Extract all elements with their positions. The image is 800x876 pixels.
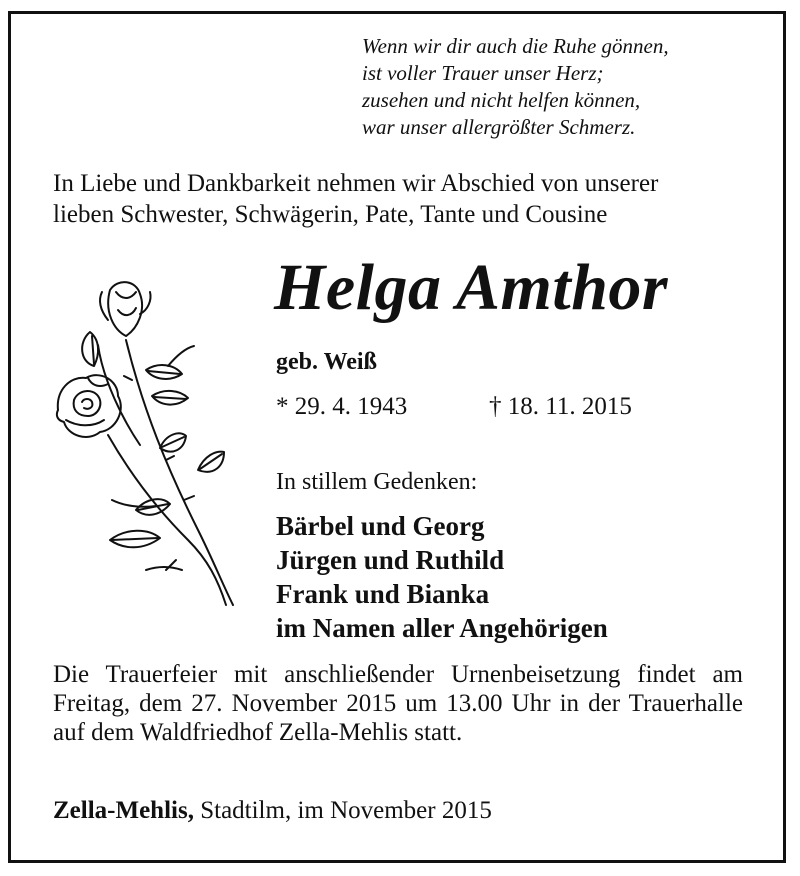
signoff-rest: Stadtilm, im November 2015 bbox=[193, 797, 492, 824]
ceremony-info: Die Trauerfeier mit anschließender Urnenbeisetzung findet am Freitag, dem 27. November 2015 um 13.00 Uhr in der Trauerhalle auf dem Waldfriedhof Zella-Mehlis statt. bbox=[53, 661, 743, 746]
mourner-entry: Frank und Bianka bbox=[276, 579, 490, 609]
poem-line: ist voller Trauer unser Herz; bbox=[362, 61, 604, 85]
mourner-entry: im Namen aller Angehörigen bbox=[276, 613, 608, 643]
signoff bbox=[53, 796, 492, 826]
mourner-entry: Bärbel und Georg bbox=[276, 511, 485, 541]
intro-line: lieben Schwester, Schwägerin, Pate, Tante und Cousine bbox=[53, 201, 608, 228]
life-dates bbox=[276, 392, 632, 422]
poem-line: Wenn wir dir auch die Ruhe gönnen, bbox=[362, 34, 669, 58]
birth-date: * 29. 4. 1943 bbox=[276, 393, 408, 420]
intro-line: In Liebe und Dankbarkeit nehmen wir Abschied von unserer bbox=[53, 170, 659, 197]
death-date: † 18. 11. 2015 bbox=[489, 393, 632, 420]
signoff-place: Zella-Mehlis, bbox=[53, 797, 194, 824]
poem bbox=[362, 33, 669, 141]
memory-label: In stillem Gedenken: bbox=[276, 469, 478, 495]
rose-icon bbox=[48, 270, 248, 615]
deceased-name: Helga Amthor bbox=[274, 251, 669, 324]
poem-line: war unser allergrößter Schmerz. bbox=[362, 115, 636, 139]
intro-text bbox=[53, 168, 658, 230]
mourner-entry: Jürgen und Ruthild bbox=[276, 545, 505, 575]
poem-line: zusehen und nicht helfen können, bbox=[362, 88, 641, 112]
mourners-list bbox=[276, 509, 608, 645]
birth-name: geb. Weiß bbox=[276, 349, 377, 375]
